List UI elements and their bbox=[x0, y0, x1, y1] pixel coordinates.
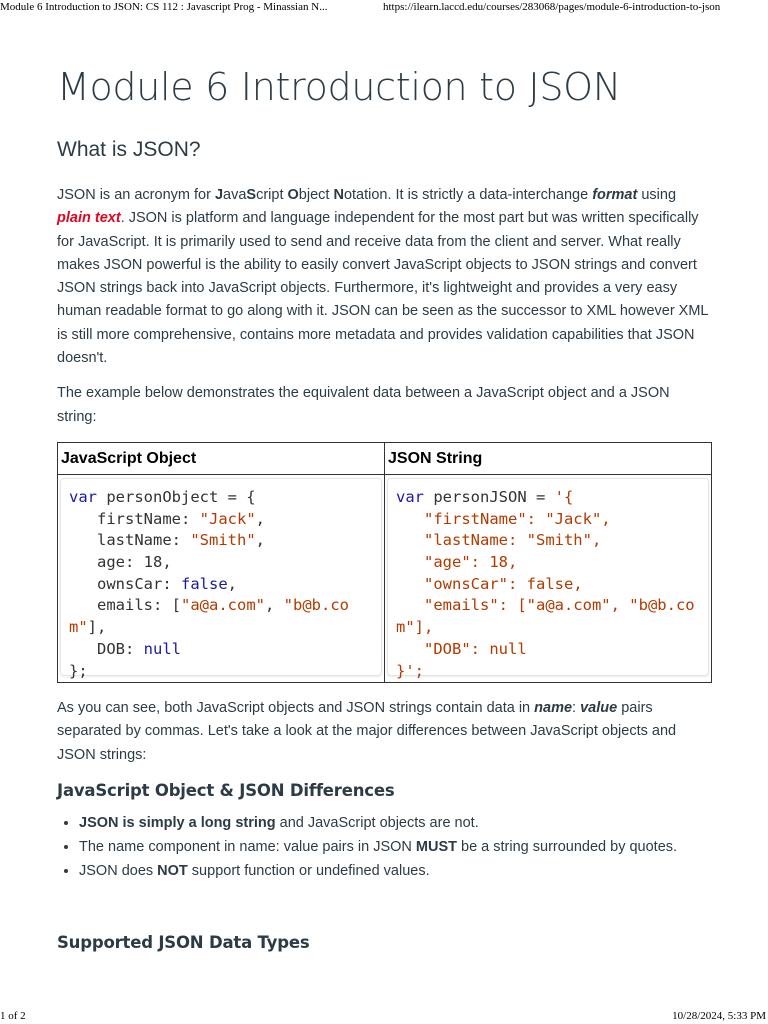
print-header-title: Module 6 Introduction to JSON: CS 112 : Javascript Prog - Minassian N... bbox=[0, 1, 328, 13]
intro-paragraph: JSON is an acronym for JavaScript Object Notation. It is strictly a data-interchange format using plain text. JSON is platform and language independent for the most part but was written specifically for JavaScript. It is primarily used to send and receive data from the client and server. What really makes JSON powerful is the ability to easily convert JavaScript objects to JSON strings and convert JSON strings back into JavaScript objects. Furthermore, it's lightweight and provides a very easy human readable format to go along with it. JSON can be seen as the successor to XML however XML is still more comprehensive, contains more metadata and provides validation capabilities that JSON doesn't. bbox=[57, 187, 708, 367]
example-intro: The example below demonstrates the equivalent data between a JavaScript object and a JSON string: bbox=[57, 385, 670, 425]
print-header-url: https://ilearn.laccd.edu/courses/283068/pages/module-6-introduction-to-json bbox=[383, 1, 721, 13]
table-header-js-object: JavaScript Object bbox=[58, 442, 385, 474]
print-header bbox=[0, 0, 768, 16]
plain-text-emphasis: plain text bbox=[57, 210, 121, 227]
differences-list bbox=[57, 811, 712, 883]
json-string-code-block bbox=[387, 478, 709, 680]
differences-heading: JavaScript Object & JSON Differences bbox=[57, 780, 395, 800]
page-content bbox=[57, 60, 712, 955]
section-heading: What is JSON? bbox=[57, 138, 201, 161]
list-item: • JSON is simply a long string and JavaScript objects are not. bbox=[79, 811, 712, 835]
js-object-cell bbox=[58, 474, 385, 682]
json-string-code: var personJSON = '{ "firstName": "Jack", "lastName: "Smith", "age": 18, "ownsCar": false, "emails": ["a@a.com", "b@b.com"], "DOB": null }'; bbox=[396, 487, 695, 680]
table-header-json-string: JSON String bbox=[385, 442, 712, 474]
print-date: 10/28/2024, 5:33 PM bbox=[672, 1010, 766, 1022]
list-item: • JSON does NOT support function or undefined values. bbox=[79, 859, 712, 883]
js-object-code-block bbox=[60, 478, 382, 680]
js-object-code: var personObject = { firstName: "Jack", lastName: "Smith", age: 18, ownsCar: false, emails: ["a@a.com", "b@b.com"], DOB: null }; bbox=[69, 487, 349, 680]
data-types-heading: Supported JSON Data Types bbox=[57, 932, 310, 952]
print-footer bbox=[0, 1010, 768, 1024]
pairs-paragraph: As you can see, both JavaScript objects and JSON strings contain data in name: value pairs separated by commas. Let's take a look at the major differences between JavaScript objects and JSON strings: bbox=[57, 699, 677, 763]
page-number: 1 of 2 bbox=[0, 1010, 26, 1022]
page-title: Module 6 Introduction to JSON bbox=[57, 65, 621, 109]
comparison-table bbox=[57, 442, 712, 683]
list-item: • The name component in name: value pairs in JSON MUST be a string surrounded by quotes. bbox=[79, 835, 712, 859]
json-string-cell bbox=[385, 474, 712, 682]
